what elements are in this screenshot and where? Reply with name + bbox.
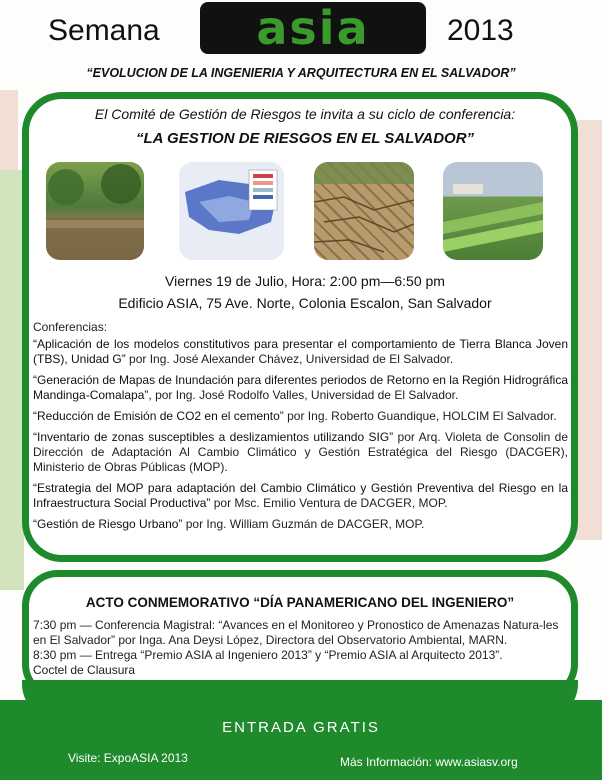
flood-photo-art <box>46 162 144 260</box>
header <box>0 0 602 95</box>
conference-title: “Gestión de Riesgo Urbano” <box>33 517 183 531</box>
conference-title: “Estrategia del MOP para adaptación del Cambio Climático y Gestión Preventiva del Riesgo en la Infraestructura Social Productiva” <box>33 481 568 510</box>
award-engineer: “Premio ASIA al Ingeniero 2013” <box>140 648 312 662</box>
acto-talk-speaker: por Inga. Ana Deysi López, Directora del Observatorio Ambiental, MARN. <box>115 633 508 647</box>
asia-logo <box>200 2 426 54</box>
conference-title: “Generación de Mapas de Inundación para diferentes periodos de Retorno en la Región Hidrográfica Mandinga-Comalapa”, <box>33 373 569 402</box>
conference-speaker: por Arq. Violeta de Consolin de Dirección de Adaptación Al Cambio Climático y Gestión Estratégica del Riesgo (DACGER), Ministerio de Obras Públicas (MOP). <box>33 430 568 474</box>
conference-item <box>33 409 568 424</box>
flood-photo <box>46 162 144 260</box>
event-where: Edificio ASIA, 75 Ave. Norte, Colonia Escalon, San Salvador <box>118 295 492 311</box>
conference-speaker: por Ing. José Alexander Chávez, Universidad de El Salvador. <box>125 352 454 366</box>
acto-line-conference <box>33 618 568 648</box>
conference-title: “Reducción de Emisión de CO2 en el cemento” <box>33 409 284 423</box>
committee-name: Comité de Gestión de Riesgos <box>111 106 302 122</box>
invite-line <box>40 106 570 122</box>
conference-speaker: por Msc. Emilio Ventura de DACGER, MOP. <box>210 496 448 510</box>
award-joiner: y <box>311 648 325 662</box>
conference-title: “Aplicación de los modelos constitutivos para presentar el comportamiento de Tierra Blanca Joven (TBS), Unidad G” <box>33 337 568 366</box>
acto-line-closing: Coctel de Clausura <box>33 663 136 677</box>
bg-decoration <box>0 170 24 590</box>
conference-speaker: por Ing. Roberto Guandique, HOLCIM El Salvador. <box>283 409 557 423</box>
invite-prefix: El <box>94 106 112 122</box>
invite-suffix: te invita a su ciclo de conferencia: <box>301 106 516 122</box>
conference-item <box>33 337 568 367</box>
award-architect: “Premio ASIA al Arquitecto 2013” <box>324 648 500 662</box>
conferences-heading: Conferencias: <box>33 320 108 334</box>
visite-link[interactable]: Visite: ExpoASIA 2013 <box>68 751 188 765</box>
photo-strip <box>46 162 556 260</box>
conference-speaker: por Ing. William Guzmán de DACGER, MOP. <box>182 517 425 531</box>
event-when: Viernes 19 de Julio, Hora: 2:00 pm—6:50 pm <box>165 273 445 289</box>
acto-talk-title: “Avances en el Monitoreo y Pronostico de Amenazas Natura-les en El Salvador” <box>33 618 559 647</box>
acto-title: ACTO CONMEMORATIVO “DÍA PANAMERICANO DEL INGENIERO” <box>85 595 515 610</box>
entrada-gratis: ENTRADA GRATIS <box>222 719 380 736</box>
conference-title: “Inventario de zonas susceptibles a deslizamientos utilizando SIG” <box>33 430 394 444</box>
bg-decoration <box>0 90 18 170</box>
conference-item <box>33 430 568 475</box>
header-year: 2013 <box>447 14 514 47</box>
drought-photo <box>314 162 414 260</box>
series-title: “LA GESTION DE RIESGOS EN EL SALVADOR” <box>135 130 475 147</box>
drought-photo-art <box>314 162 414 260</box>
acto-list <box>33 618 568 678</box>
acto-time-1: 7:30 pm — Conferencia Magistral: <box>33 618 219 632</box>
terrace-photo-art <box>443 162 543 260</box>
conference-item <box>33 373 568 403</box>
asia-logo-text: asia <box>256 1 370 55</box>
conference-list <box>33 337 568 538</box>
conference-item <box>33 517 568 532</box>
acto-line-awards <box>33 648 568 663</box>
risk-map-art <box>179 162 284 260</box>
more-info-link[interactable]: Más Información: www.asiasv.org <box>340 755 518 769</box>
acto-time-2: 8:30 pm — Entrega <box>33 648 141 662</box>
header-semana: Semana <box>48 14 160 47</box>
risk-map-photo <box>179 162 284 260</box>
conference-speaker: por Ing. José Rodolfo Valles, Universidad de El Salvador. <box>151 388 459 402</box>
terrace-photo <box>443 162 543 260</box>
conference-item <box>33 481 568 511</box>
award-end: . <box>499 648 503 662</box>
header-subtitle: “EVOLUCION DE LA INGENIERIA Y ARQUITECTURA EN EL SALVADOR” <box>86 66 516 80</box>
